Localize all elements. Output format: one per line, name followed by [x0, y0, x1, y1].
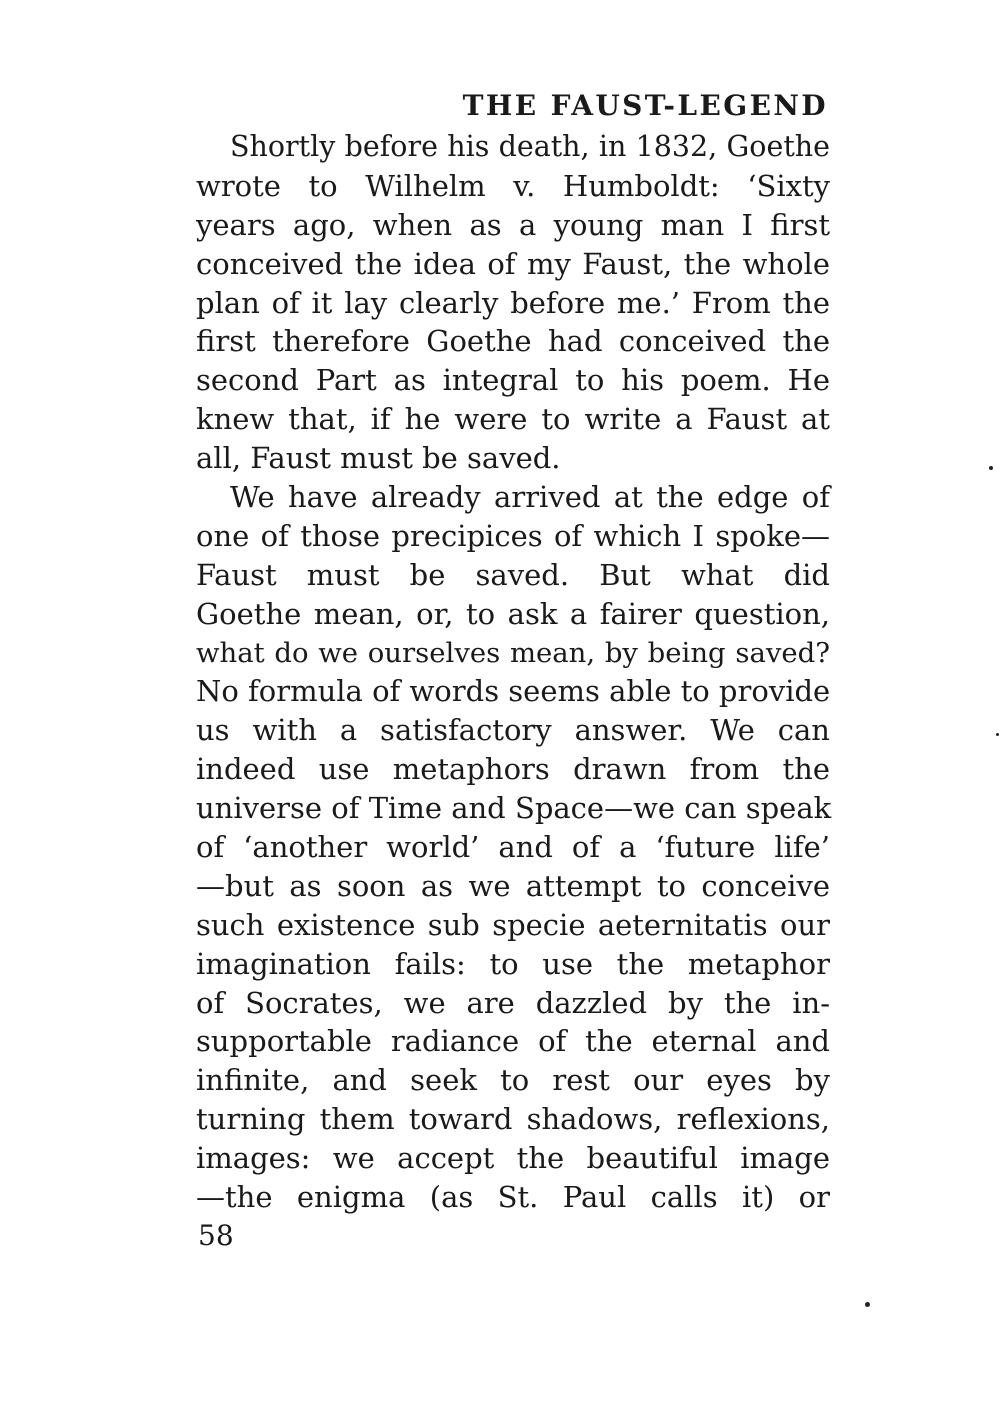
text-line: of Socrates, we are dazzled by the in-	[196, 985, 830, 1020]
text-line: Shortly before his death, in 1832, Goethe	[230, 130, 830, 163]
text-line: No formula of words seems able to provide	[196, 674, 831, 709]
text-line: infinite, and seek to rest our eyes by	[196, 1063, 830, 1098]
page-body	[196, 128, 830, 1217]
text-line: images: we accept the beautiful image	[196, 1141, 830, 1176]
text-line: knew that, if he were to write a Faust at	[196, 402, 830, 437]
text-line: what do we ourselves mean, by being saved?	[196, 636, 830, 669]
scan-speck	[865, 1302, 870, 1307]
running-head: THE FAUST-LEGEND	[462, 89, 828, 122]
paragraph-1	[196, 128, 830, 478]
page-number: 58	[198, 1219, 234, 1252]
text-line: such existence sub specie aeternitatis our	[196, 907, 830, 942]
paragraph-2	[196, 478, 830, 1217]
text-line: We have already arrived at the edge of	[230, 480, 830, 515]
text-line: one of those precipices of which I spoke—	[196, 518, 830, 553]
text-line: —but as soon as we attempt to conceive	[196, 868, 830, 903]
text-line: universe of Time and Space—we can speak	[196, 791, 832, 826]
text-line: wrote to Wilhelm v. Humboldt: ‘Sixty	[196, 168, 830, 203]
text-line: years ago, when as a young man I first	[196, 207, 830, 242]
text-line: supportable radiance of the eternal and	[196, 1024, 830, 1059]
text-line: Faust must be saved. But what did	[196, 557, 830, 592]
text-line: conceived the idea of my Faust, the whole	[196, 246, 830, 281]
text-line: all, Faust must be saved.	[196, 441, 561, 476]
text-line: imagination fails: to use the metaphor	[196, 946, 830, 981]
scan-speck	[989, 466, 993, 470]
text-line: Goethe mean, or, to ask a fairer question,	[196, 596, 830, 631]
text-line: us with a satisfactory answer. We can	[196, 713, 830, 748]
scan-speck	[996, 733, 999, 736]
text-line: indeed use metaphors drawn from the	[196, 752, 830, 787]
text-line: first therefore Goethe had conceived the	[196, 324, 830, 359]
text-line: —the enigma (as St. Paul calls it) or	[196, 1180, 830, 1215]
text-line: second Part as integral to his poem. He	[196, 363, 830, 398]
text-line: plan of it lay clearly before me.’ From the	[196, 285, 830, 320]
text-line: of ‘another world’ and of a ‘future life’	[196, 830, 830, 865]
text-line: turning them toward shadows, reflexions,	[196, 1102, 830, 1137]
